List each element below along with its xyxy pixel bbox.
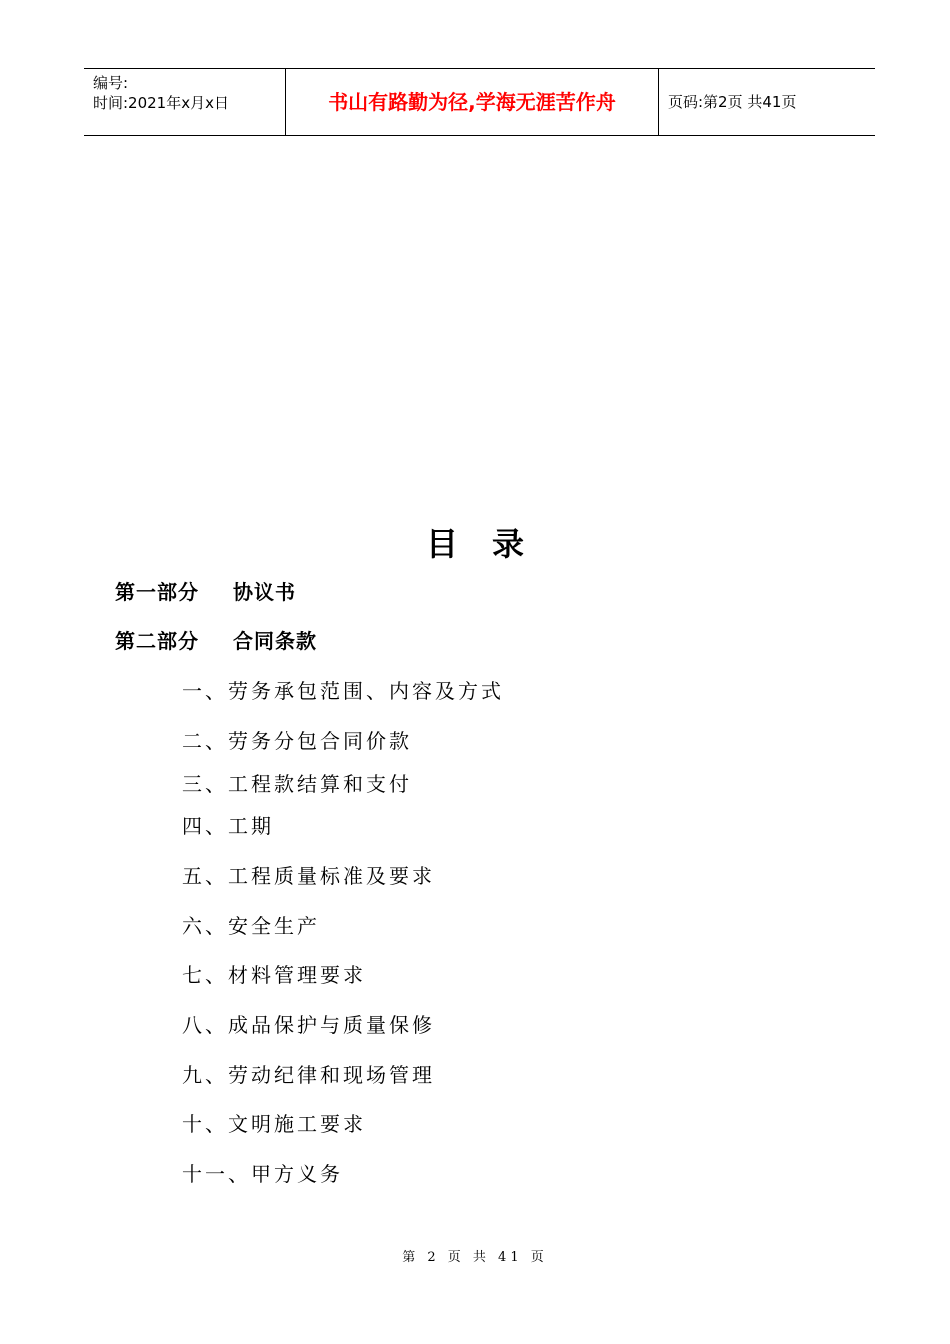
toc-part-1 (115, 578, 296, 606)
toc-item: 七、材料管理要求 (182, 963, 366, 987)
toc-part-label: 第一部分 (115, 580, 199, 604)
document-number-label: 编号: (93, 74, 129, 92)
document-time-label: 时间:2021年x月x日 (93, 94, 229, 112)
toc-title: 目录 (425, 525, 558, 563)
toc-part-label: 第二部分 (115, 629, 199, 653)
toc-item: 四、工期 (182, 814, 274, 838)
toc-part-2 (115, 627, 317, 655)
header-page-number: 页码:第2页 共41页 (668, 93, 797, 111)
toc-item: 三、工程款结算和支付 (182, 772, 412, 796)
toc-item: 八、成品保护与质量保修 (182, 1013, 435, 1037)
toc-part-name: 协议书 (233, 580, 296, 604)
header-meta-cell (84, 69, 286, 135)
page-footer: 第 2 页 共 41 页 (402, 1250, 548, 1265)
toc-item: 六、安全生产 (182, 914, 320, 938)
toc-item: 二、劳务分包合同价款 (182, 729, 412, 753)
toc-item: 五、工程质量标准及要求 (182, 864, 435, 888)
page-header (84, 68, 875, 136)
toc-item: 十、文明施工要求 (182, 1112, 366, 1136)
toc-item: 一、劳务承包范围、内容及方式 (182, 679, 504, 703)
toc-part-name: 合同条款 (233, 629, 317, 653)
toc-item: 十一、甲方义务 (182, 1162, 343, 1186)
toc-item: 九、劳动纪律和现场管理 (182, 1063, 435, 1087)
header-motto: 书山有路勤为径,学海无涯苦作舟 (286, 69, 659, 135)
